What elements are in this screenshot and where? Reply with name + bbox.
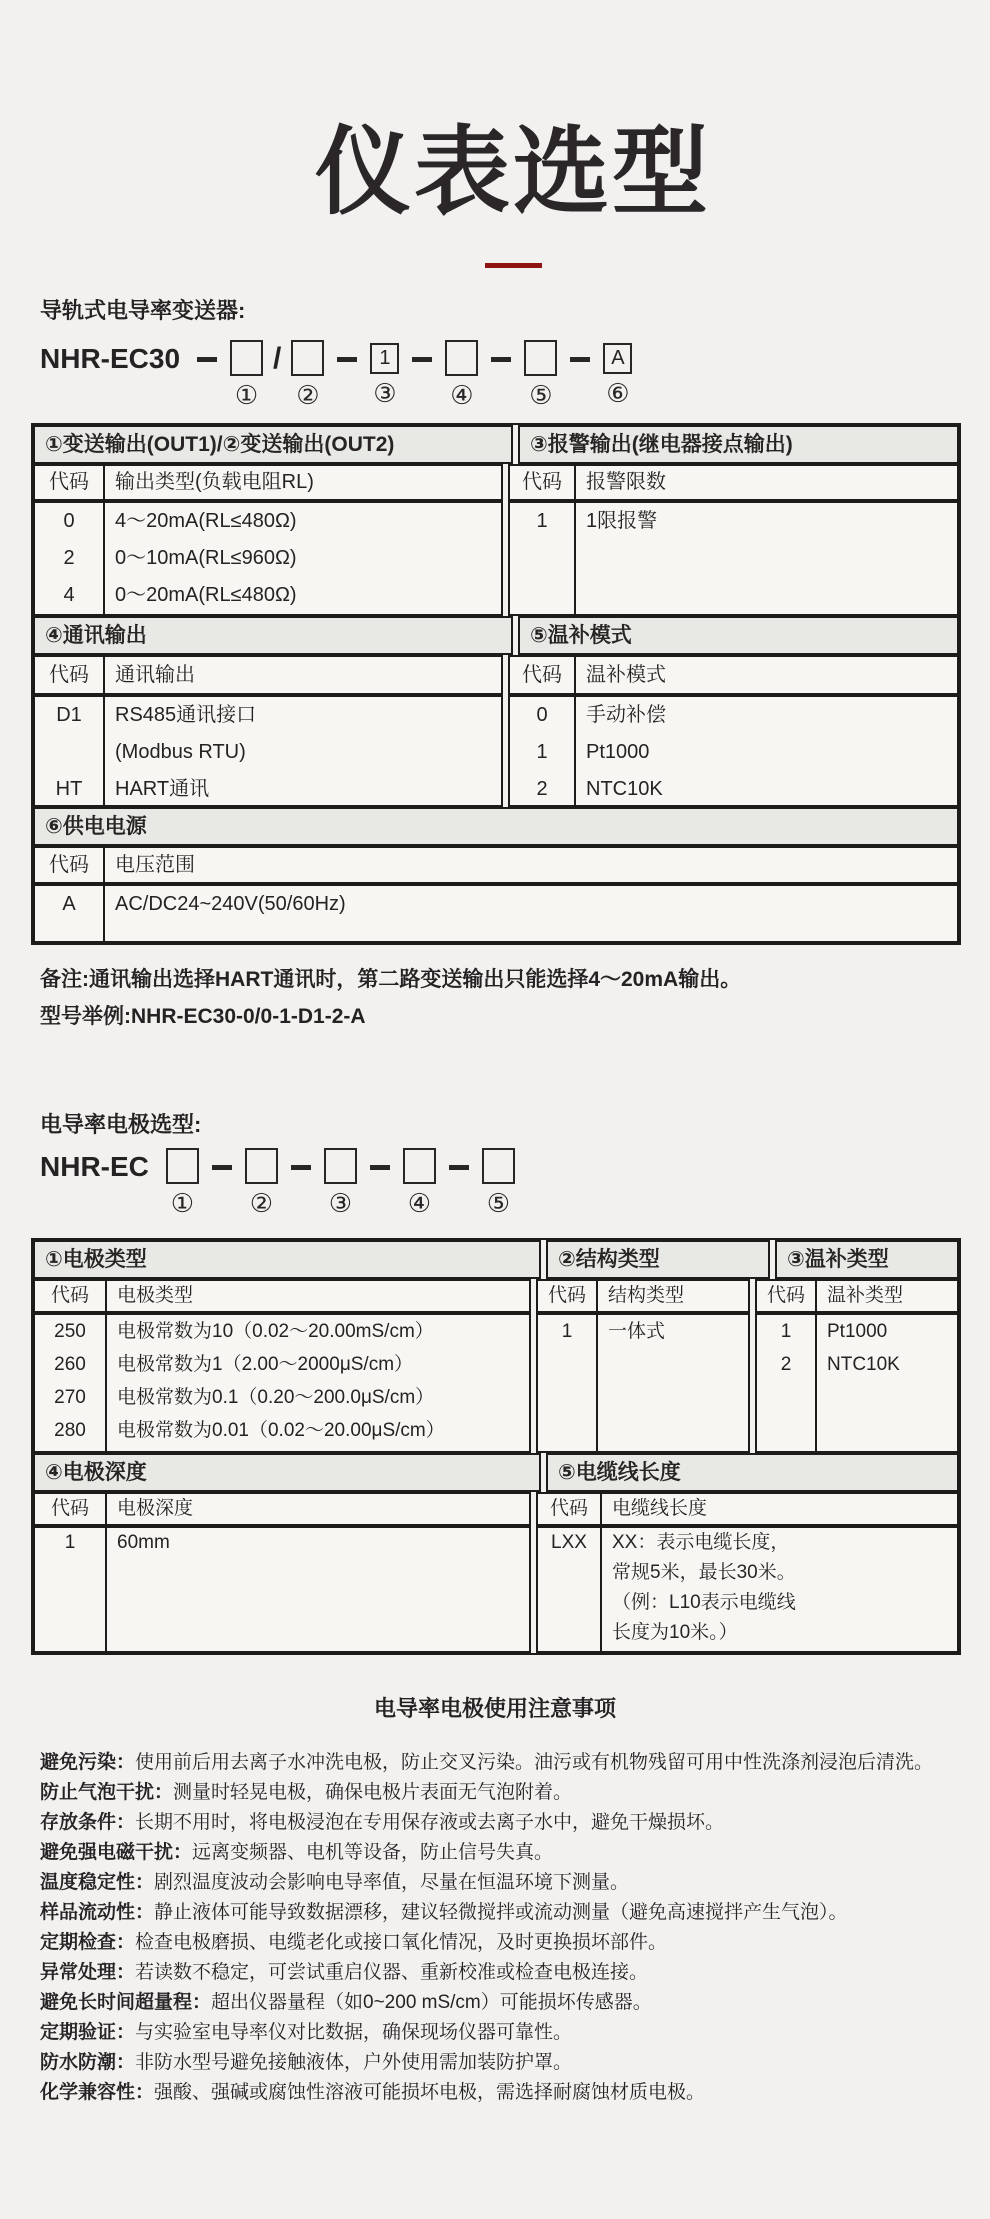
code-cell: 1 [561, 1321, 573, 1342]
model-box-4 [445, 340, 478, 376]
table1-subheader-tempcomp [508, 655, 959, 695]
electrode-heading: 电导率电极选型: [40, 1112, 202, 1137]
code-cell: 260 [54, 1354, 86, 1375]
list-item [40, 2048, 965, 2078]
model-slot-5 [524, 340, 557, 410]
remark-line-2: 型号举例:NHR-EC30-0/0-1-D1-2-A [40, 1005, 366, 1028]
model-slot-4 [445, 340, 478, 410]
code-cell: 1 [536, 741, 548, 763]
note-label: 定期验证： [40, 2022, 136, 2043]
list-item [40, 1808, 965, 1838]
desc-cell: 1限报警 [586, 510, 658, 532]
code-cell [35, 734, 103, 771]
note-label: 化学兼容性： [40, 2082, 155, 2103]
table2-data-tempcomp [755, 1313, 959, 1453]
table1-subheader-band-1 [33, 464, 959, 501]
table1-data-alarm [508, 501, 959, 616]
code-cell: A [62, 893, 76, 915]
model-slot-4 [403, 1148, 436, 1218]
note-label: 防止气泡干扰： [40, 1782, 174, 1803]
desc-cell: 手动补偿 [586, 704, 666, 726]
note-label: 定期检查： [40, 1932, 136, 1953]
code-cell: 1 [780, 1321, 792, 1342]
note-text: 若读数不稳定，可尝试重启仪器、重新校准或检查电极连接。 [135, 1962, 649, 1983]
code-cell: HT [55, 778, 83, 800]
table1-data-power [33, 884, 959, 943]
slot-number-5: ⑤ [486, 1189, 511, 1219]
desc-cell: 电极常数为1（2.00～2000μS/cm） [117, 1354, 414, 1375]
table1-data-band-2 [33, 695, 959, 807]
note-text: 测量时轻晃电极，确保电极片表面无气泡附着。 [173, 1782, 573, 1803]
model-slot-6 [603, 340, 632, 408]
column-header-code: 代码 [522, 664, 562, 686]
table1-subheader-comm [33, 655, 503, 695]
table2-subheader-depth [33, 1492, 531, 1526]
column-header-code: 代码 [766, 1285, 805, 1306]
slot-number-6: ⑥ [606, 379, 630, 409]
code-cell: 2 [780, 1354, 792, 1375]
table2-subheader-tempcomp [755, 1279, 959, 1313]
column-header-desc: 温补类型 [827, 1285, 904, 1306]
table1-subheader-power [33, 846, 959, 884]
electrode-selection-table [31, 1238, 961, 1655]
table1-header-band-1 [33, 425, 959, 464]
table-row [35, 1528, 529, 1558]
table1-subheader-band-2 [33, 655, 959, 695]
code-cell: 280 [54, 1420, 86, 1441]
desc-cell: Pt1000 [586, 741, 650, 763]
table-row [510, 503, 957, 540]
slash-separator: / [273, 342, 282, 375]
table-row [35, 734, 501, 771]
transmitter-heading: 导轨式电导率变送器: [40, 298, 246, 323]
table1-data-output [33, 501, 503, 616]
table2-header-band-1 [33, 1240, 959, 1279]
notes-list [40, 1748, 965, 2108]
desc-cell: 60mm [117, 1532, 170, 1553]
code-cell: LXX [551, 1532, 587, 1553]
note-label: 防水防潮： [40, 2052, 136, 2073]
dash-separator [449, 1165, 469, 1170]
table-row [35, 1348, 529, 1381]
cable-length-line: XX：表示电缆长度， [612, 1532, 790, 1553]
table-row [35, 1381, 529, 1414]
dash-separator [212, 1165, 232, 1170]
table1-header-comm: ④通讯输出 [33, 616, 513, 655]
table2-header-band-2 [33, 1453, 959, 1492]
code-cell: 2 [63, 547, 75, 569]
table-row [510, 734, 957, 771]
list-item [40, 1958, 965, 1988]
table2-data-band-2 [33, 1526, 959, 1653]
desc-cell: 电极常数为0.01（0.02～20.00μS/cm） [117, 1420, 445, 1441]
table2-subheader-band-1 [33, 1279, 959, 1313]
model-box-3 [324, 1148, 357, 1184]
slot-number-5: ⑤ [529, 381, 553, 411]
cable-length-description [600, 1528, 796, 1648]
note-text: 静止液体可能导致数据漂移，建议轻微搅拌或流动测量（避免高速搅拌产生气泡）。 [154, 1902, 848, 1923]
note-text: 与实验室电导率仪对比数据，确保现场仪器可靠性。 [135, 2022, 573, 2043]
table2-header-cable: ⑤电缆线长度 [546, 1453, 959, 1492]
column-header-code: 代码 [547, 1285, 586, 1306]
table2-data-depth [33, 1526, 531, 1653]
code-cell: 250 [54, 1321, 86, 1342]
note-label: 温度稳定性： [40, 1872, 155, 1893]
note-label: 异常处理： [40, 1962, 136, 1983]
column-header-code: 代码 [522, 471, 562, 493]
transmitter-selection-table [31, 423, 961, 945]
model-box-5 [524, 340, 557, 376]
model-box-2 [291, 340, 324, 376]
code-cell: 0 [536, 704, 548, 726]
remark-block [40, 961, 741, 1035]
page-title: 仪表选型 [315, 119, 711, 226]
table-row [510, 697, 957, 734]
slot-number-4: ④ [407, 1189, 432, 1219]
table-row [35, 1414, 529, 1447]
desc-cell: RS485通讯接口 [115, 704, 257, 726]
model-box-5 [482, 1148, 515, 1184]
cable-length-line: 常规5米，最长30米。 [612, 1562, 796, 1583]
remark-line-1: 备注:通讯输出选择HART通讯时，第二路变送输出只能选择4～20mA输出。 [40, 968, 742, 991]
model-box-2 [245, 1148, 278, 1184]
table1-header-power: ⑥供电电源 [33, 807, 959, 846]
table1-subheader-band-3 [33, 846, 959, 884]
list-item [40, 1868, 965, 1898]
table-row [757, 1348, 957, 1381]
table-row [757, 1315, 957, 1348]
list-item [40, 1928, 965, 1958]
table1-data-comm [33, 695, 503, 807]
note-text: 剧烈温度波动会影响电导率值，尽量在恒温环境下测量。 [154, 1872, 630, 1893]
dash-separator [491, 357, 511, 362]
model-box-1 [166, 1148, 199, 1184]
table-row [35, 503, 501, 540]
desc-cell: 一体式 [608, 1321, 666, 1342]
desc-cell: 0～20mA(RL≤480Ω) [115, 584, 297, 606]
title-accent-dash [485, 263, 542, 268]
model-box-4 [403, 1148, 436, 1184]
note-label: 避免强电磁干扰： [40, 1842, 193, 1863]
desc-cell: AC/DC24~240V(50/60Hz) [115, 893, 346, 915]
note-text: 远离变频器、电机等设备，防止信号失真。 [192, 1842, 554, 1863]
table-row [35, 697, 501, 734]
model-slot-2 [245, 1148, 278, 1218]
column-header-desc: 电极类型 [117, 1285, 194, 1306]
table-row [35, 771, 501, 808]
code-cell: 4 [63, 584, 75, 606]
column-header-code: 代码 [50, 1285, 89, 1306]
slot-number-2: ② [296, 381, 320, 411]
slot-number-2: ② [249, 1189, 274, 1219]
column-header-desc: 温补模式 [586, 664, 666, 686]
slot-number-4: ④ [450, 381, 474, 411]
table2-data-electrode-type [33, 1313, 531, 1453]
note-text: 长期不用时，将电极浸泡在专用保存液或去离子水中，避免干燥损坏。 [135, 1812, 725, 1833]
note-label: 存放条件： [40, 1812, 136, 1833]
model-slot-1 [166, 1148, 199, 1218]
notes-heading: 电导率电极使用注意事项 [373, 1696, 616, 1721]
table-row [35, 886, 957, 923]
slot-number-1: ① [234, 381, 259, 411]
transmitter-model-code [40, 340, 632, 410]
model-slot-1 [230, 340, 263, 410]
transmitter-model-prefix: NHR-EC30 [40, 343, 181, 374]
column-header-desc: 电缆线长度 [612, 1498, 708, 1519]
note-text: 强酸、强碱或腐蚀性溶液可能损坏电极，需选择耐腐蚀材质电极。 [154, 2082, 706, 2103]
table2-data-structure [536, 1313, 750, 1453]
code-cell: 2 [536, 778, 548, 800]
note-text: 非防水型号避免接触液体，户外使用需加装防护罩。 [135, 2052, 573, 2073]
note-label: 避免污染： [40, 1752, 136, 1773]
table1-data-band-3 [33, 884, 959, 943]
desc-cell: 0～10mA(RL≤960Ω) [115, 547, 297, 569]
table1-header-tempcomp: ⑤温补模式 [518, 616, 959, 655]
dash-separator [337, 357, 357, 362]
column-header-desc: 报警限数 [586, 471, 666, 493]
column-header-desc: 输出类型(负载电阻RL) [115, 471, 314, 493]
list-item [40, 1778, 965, 1808]
list-item [40, 1748, 965, 1778]
desc-cell: 电极常数为10（0.02～20.00mS/cm） [117, 1321, 434, 1342]
dash-separator [370, 1165, 390, 1170]
table-row [510, 771, 957, 808]
column-header-code: 代码 [50, 1498, 89, 1519]
electrode-model-code [40, 1148, 515, 1218]
dash-separator [197, 357, 217, 362]
desc-cell: NTC10K [586, 778, 663, 800]
slot-number-3: ③ [328, 1189, 353, 1219]
code-cell: D1 [56, 704, 82, 726]
list-item [40, 2078, 965, 2108]
model-box-1 [230, 340, 263, 376]
slot-number-1: ① [170, 1189, 195, 1219]
table1-header-band-3 [33, 807, 959, 846]
table2-header-tempcomp: ③温补类型 [775, 1240, 959, 1279]
column-header-code: 代码 [549, 1498, 588, 1519]
table2-header-electrode-type: ①电极类型 [33, 1240, 541, 1279]
dash-separator [570, 357, 590, 362]
code-cell: 1 [536, 510, 548, 532]
list-item [40, 1838, 965, 1868]
code-cell: 1 [64, 1532, 76, 1553]
note-text: 使用前后用去离子水冲洗电极，防止交叉污染。油污或有机物残留可用中性洗涤剂浸泡后清洗。 [135, 1752, 934, 1773]
table1-header-output: ①变送输出(OUT1)/②变送输出(OUT2) [33, 425, 513, 464]
desc-cell: HART通讯 [115, 778, 210, 800]
table2-data-band-1 [33, 1313, 959, 1453]
table1-data-band-1 [33, 501, 959, 616]
list-item [40, 1988, 965, 2018]
table2-data-cable [536, 1526, 959, 1653]
electrode-model-prefix: NHR-EC [40, 1151, 149, 1182]
dash-separator [412, 357, 432, 362]
code-cell: 270 [54, 1387, 86, 1408]
cable-length-line: 长度为10米。） [612, 1622, 738, 1643]
model-slot-5 [482, 1148, 515, 1218]
note-label: 样品流动性： [40, 1902, 155, 1923]
desc-cell: NTC10K [827, 1354, 900, 1375]
column-header-code: 代码 [49, 854, 89, 876]
desc-cell: 4～20mA(RL≤480Ω) [115, 510, 297, 532]
table-row [538, 1315, 748, 1348]
note-text: 超出仪器量程（如0~200 mS/cm）可能损坏传感器。 [211, 1992, 652, 2013]
model-slot-3 [370, 340, 399, 408]
table1-header-band-2 [33, 616, 959, 655]
code-cell: 0 [63, 510, 75, 532]
slot-number-3: ③ [373, 379, 397, 409]
table1-header-alarm: ③报警输出(继电器接点输出) [518, 425, 959, 464]
table-row [35, 1315, 529, 1348]
cable-length-line: （例：L10表示电缆线 [612, 1592, 796, 1613]
table2-subheader-band-2 [33, 1492, 959, 1526]
list-item [40, 1898, 965, 1928]
model-slot-3 [324, 1148, 357, 1218]
table2-header-structure: ②结构类型 [546, 1240, 770, 1279]
table2-subheader-electrode-type [33, 1279, 531, 1313]
note-text: 检查电极磨损、电缆老化或接口氧化情况，及时更换损坏部件。 [135, 1932, 668, 1953]
column-header-desc: 电压范围 [115, 854, 195, 876]
column-header-code: 代码 [49, 664, 89, 686]
model-box-3: 1 [370, 343, 399, 374]
dash-separator [291, 1165, 311, 1170]
model-box-6: A [603, 343, 632, 374]
table-row [35, 577, 501, 614]
column-header-desc: 结构类型 [608, 1285, 685, 1306]
table2-subheader-structure [536, 1279, 750, 1313]
desc-cell: 电极常数为0.1（0.20～200.0μS/cm） [117, 1387, 435, 1408]
table1-subheader-alarm [508, 464, 959, 501]
desc-cell: Pt1000 [827, 1321, 888, 1342]
list-item [40, 2018, 965, 2048]
model-slot-2 [291, 340, 324, 410]
table-row [35, 540, 501, 577]
desc-cell: (Modbus RTU) [115, 741, 246, 763]
table2-subheader-cable [536, 1492, 959, 1526]
note-label: 避免长时间超量程： [40, 1992, 212, 2013]
column-header-code: 代码 [49, 471, 89, 493]
column-header-desc: 电极深度 [117, 1498, 194, 1519]
column-header-desc: 通讯输出 [115, 664, 195, 686]
table1-subheader-output [33, 464, 503, 501]
table2-header-depth: ④电极深度 [33, 1453, 541, 1492]
table1-data-tempcomp [508, 695, 959, 807]
